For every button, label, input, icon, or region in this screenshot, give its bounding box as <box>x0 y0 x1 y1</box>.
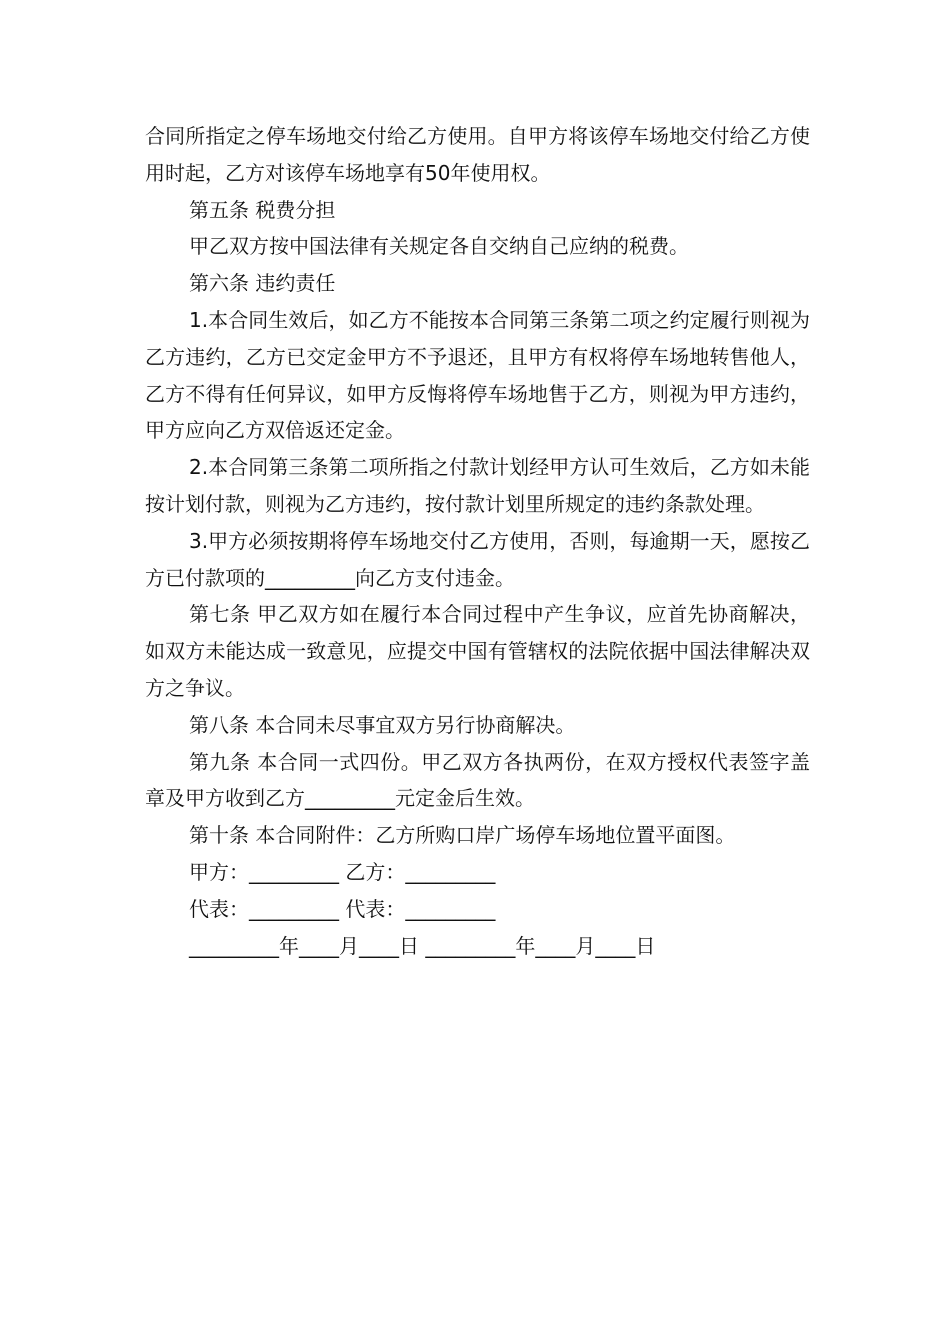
heading-article-5: 第五条 税费分担 <box>189 197 336 222</box>
paragraph-breach-1: 1.本合同生效后，如乙方不能按本合同第三条第二项之约定履行则视为乙方违约，乙方已交定金甲方不予退还，且甲方有权将停车场地转售他人，乙方不得有任何异议，如甲方反悔将停车场地售于乙方，则视为甲方违约，甲方应向乙方双倍返还定金。 <box>145 307 810 443</box>
paragraph-breach-3: 3.甲方必须按期将停车场地交付乙方使用，否则，每逾期一天，愿按乙方已付款项的_________向乙方支付违金。 <box>145 528 810 590</box>
paragraph-article-10: 第十条 本合同附件：乙方所购口岸广场停车场地位置平面图。 <box>189 823 736 848</box>
paragraph-article-7: 第七条 甲乙双方如在履行本合同过程中产生争议，应首先协商解决，如双方未能达成一致意见，应提交中国有管辖权的法院依据中国法律解决双方之争议。 <box>145 602 810 700</box>
signature-date-line: _________年____月____日 _________年____月____日 <box>189 933 656 958</box>
heading-article-6: 第六条 违约责任 <box>189 271 336 296</box>
paragraph-article-8: 第八条 本合同未尽事宜双方另行协商解决。 <box>189 712 576 737</box>
paragraph-tax: 甲乙双方按中国法律有关规定各自交纳自己应纳的税费。 <box>189 234 689 259</box>
paragraph-article-9: 第九条 本合同一式四份。甲乙双方各执两份，在双方授权代表签字盖章及甲方收到乙方_________元定金后生效。 <box>145 749 810 811</box>
signature-parties-line: 甲方：_________ 乙方：_________ <box>189 859 496 884</box>
signature-representatives-line: 代表：_________ 代表：_________ <box>189 896 496 921</box>
contract-text <box>145 118 810 964</box>
paragraph-breach-2: 2.本合同第三条第二项所指之付款计划经甲方认可生效后，乙方如未能按计划付款，则视为乙方违约，按付款计划里所规定的违约条款处理。 <box>145 455 810 516</box>
paragraph-continuation: 合同所指定之停车场地交付给乙方使用。自甲方将该停车场地交付给乙方使用时起，乙方对该停车场地享有50年使用权。 <box>145 124 810 185</box>
